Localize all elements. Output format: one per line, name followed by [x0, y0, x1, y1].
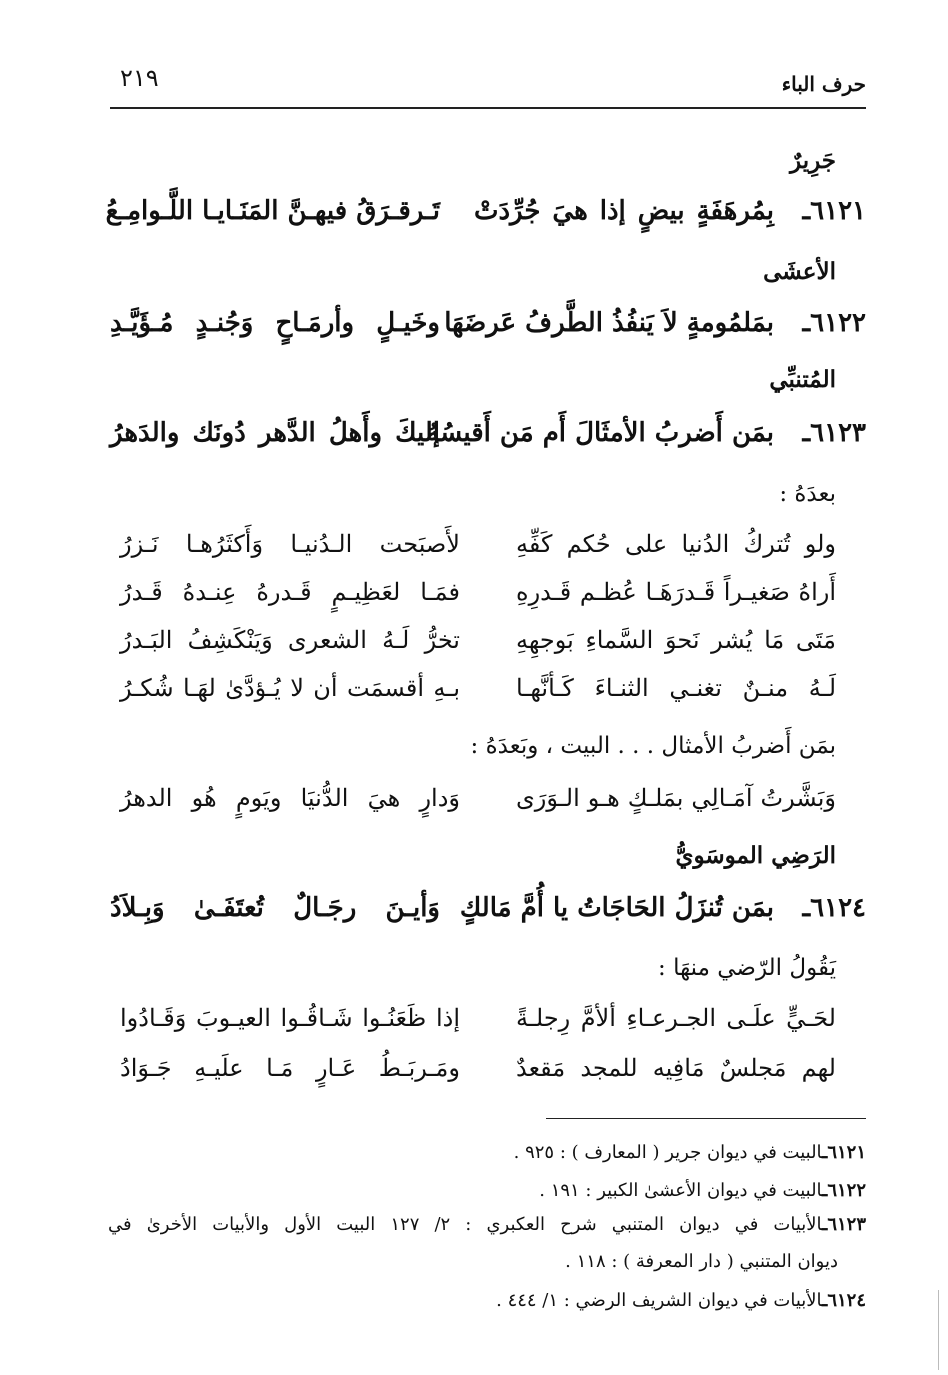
header-rule: [110, 107, 866, 109]
running-header: [110, 64, 866, 100]
intro-text: بمَن أَضربُ الأمثال . . . البيت ، وبَعدَهُ :: [470, 733, 836, 759]
footnote-rule: [546, 1118, 866, 1119]
verse-number: ٦١٢٢ـ: [802, 308, 866, 338]
verse-first-hemistich: لحَـيٍّ علَـى الجـرعـاءِ ألأمَّ رِجلـةً: [516, 1004, 836, 1032]
poem-line: [110, 674, 866, 718]
verse-6124: [110, 893, 866, 937]
footnote-6122: [539, 1180, 866, 1201]
verse-first-hemistich: بمَلمُومةٍ لاَ يَنفُذُ الطَّرفُ عَرضَهَا: [444, 308, 774, 338]
verse-second-hemistich: وَدارٍ هيَ الدُّنيَا ويَومٍ هُو الدهرُ: [120, 784, 460, 812]
footnote-6121: [514, 1142, 866, 1163]
footnote-number: ٦١٢١ـ: [822, 1142, 866, 1163]
verse-second-hemistich: فمَـا لعَظِيـمٍ قَـدرهُ عِنـدهُ قَـدرُ: [120, 578, 460, 606]
footnote-text: البيت في ديوان الأعشىٰ الكبير : ١٩١ .: [539, 1180, 823, 1201]
verse-number: ٦١٢٤ـ: [802, 893, 866, 923]
poet-heading-mutanabbi: [110, 366, 866, 406]
verse-number: ٦١٢٣ـ: [802, 418, 866, 448]
verse-first-hemistich: لهم مَجلسٌ مَافِيه للمجد مَقعدٌ: [516, 1054, 836, 1082]
verse-second-hemistich: بـهِ أقسمَت أن لا يُـؤدَّىٰ لهَـا شُكـرُ: [120, 674, 460, 702]
poet-name: الأعشَى: [763, 258, 836, 285]
scan-edge-mark: [938, 1290, 945, 1370]
verse-second-hemistich: تَـرقـرَقُ فيهـنَّ المَنَـايـا اللَّـوامِـعُ: [105, 196, 440, 226]
poem-line: [110, 784, 866, 828]
verse-6123: [110, 418, 866, 462]
verse-first-hemistich: لَـهُ منـنٌ تغنـي الثنـاءَ كَـأنَّهـا: [516, 674, 836, 702]
footnote-number: ٦١٢٤ـ: [822, 1290, 866, 1311]
running-title: حرف الباء: [781, 72, 866, 96]
verse-second-hemistich: تخرُّ لَـهُ الشعرى وَيَنْكَشِفُ البَـدرُ: [120, 626, 460, 654]
verse-second-hemistich: وخَيـلٍ وأرمَـاحٍ وَجُنـدٍ مُـؤَيَّـدِ: [110, 308, 440, 338]
poet-heading-asha: [110, 258, 866, 298]
footnote-number: ٦١٢٣ـ: [822, 1214, 866, 1235]
footnote-text: الأبيات في ديوان الشريف الرضي : ١/ ٤٤٤ .: [496, 1290, 823, 1311]
poem-line: [110, 530, 866, 574]
page-number: ٢١٩: [120, 64, 159, 92]
verse-second-hemistich: إذا ظَعَنُـوا شَـاقُـوا العيـوبَ وَقَـادُوا: [120, 1004, 460, 1032]
verse-6122: [110, 308, 866, 352]
intro-text: يَقُولُ الرّضي منهَا :: [658, 955, 836, 981]
poet-name: الرَضِي الموسَويُّ: [675, 842, 836, 869]
verse-second-hemistich: وَأيـنَ رجَـالٌ تُعتَفَـىٰ وَبِـلاَدُ: [110, 893, 440, 923]
footnote-text: ديوان المتنبي ( دار المعرفة ) : ١١٨ .: [565, 1251, 838, 1272]
poem-line: [110, 1054, 866, 1098]
intro-line: [110, 733, 866, 773]
verse-first-hemistich: بمَن تُنزَلُ الحَاجَاتُ يا أُمَّ مَالكٍ: [459, 893, 774, 923]
footnote-text: البيت في ديوان جرير ( المعارف ) : ٩٢٥ .: [513, 1142, 823, 1163]
poet-heading-radi: [110, 842, 866, 882]
verse-first-hemistich: أَراهُ صَغيـراً قَـدرَهَـا عُظـم قَـدرِهِ: [516, 578, 836, 606]
footnote-6124: [496, 1290, 866, 1311]
poet-name: جَرِيرٌ: [790, 147, 836, 174]
verse-first-hemistich: ولو تُتركُ الدُنيا على حُكم كَفِّهِ: [516, 530, 836, 558]
footnote-6123: [108, 1214, 866, 1235]
verse-first-hemistich: مَتَى مَا يُشر نَحوَ السَّماءِ بَوجهِهِ: [516, 626, 836, 654]
poem-line: [110, 1004, 866, 1048]
footnote-text: الأبيات في ديوان المتنبي شرح العكبري : ٢/ ١٢٧ البيت الأول والأبيات الأخرىٰ في: [108, 1214, 823, 1235]
poet-heading-jarir: [110, 147, 866, 187]
verse-second-hemistich: إليكَ وأَهلُ الدَّهر دُونَك والدَهرُ: [110, 418, 440, 448]
intro-line: [110, 955, 866, 995]
verse-first-hemistich: بِمُرهَفَةٍ بيضٍ إذا هيَ جُرِّدَتْ: [474, 196, 774, 226]
footnote-6123-continuation: [565, 1251, 838, 1272]
poem-line: [110, 626, 866, 670]
verse-first-hemistich: وَبَشَّرتُ آمَـالِي بمَلـكٍ هـو الـوَرَى: [516, 784, 836, 812]
intro-text: بعدَهُ :: [779, 481, 836, 507]
poet-name: المُتنبِّي: [769, 366, 836, 393]
footnote-number: ٦١٢٢ـ: [822, 1180, 866, 1201]
verse-first-hemistich: بمَن أَضربُ الأمثَالَ أَم مَن أَقيسُهُ: [426, 418, 774, 448]
verse-second-hemistich: لأَصبَحت الـدُنيـا وَأَكثَرُهـا نَـزرُ: [120, 530, 460, 558]
verse-number: ٦١٢١ـ: [802, 196, 866, 226]
verse-second-hemistich: ومَـربَـطُ عَـارٍ مَـا علَيـهِ جَـوَادُ: [120, 1054, 460, 1082]
intro-line: [110, 481, 866, 521]
verse-6121: [105, 196, 866, 240]
poem-line: [110, 578, 866, 622]
